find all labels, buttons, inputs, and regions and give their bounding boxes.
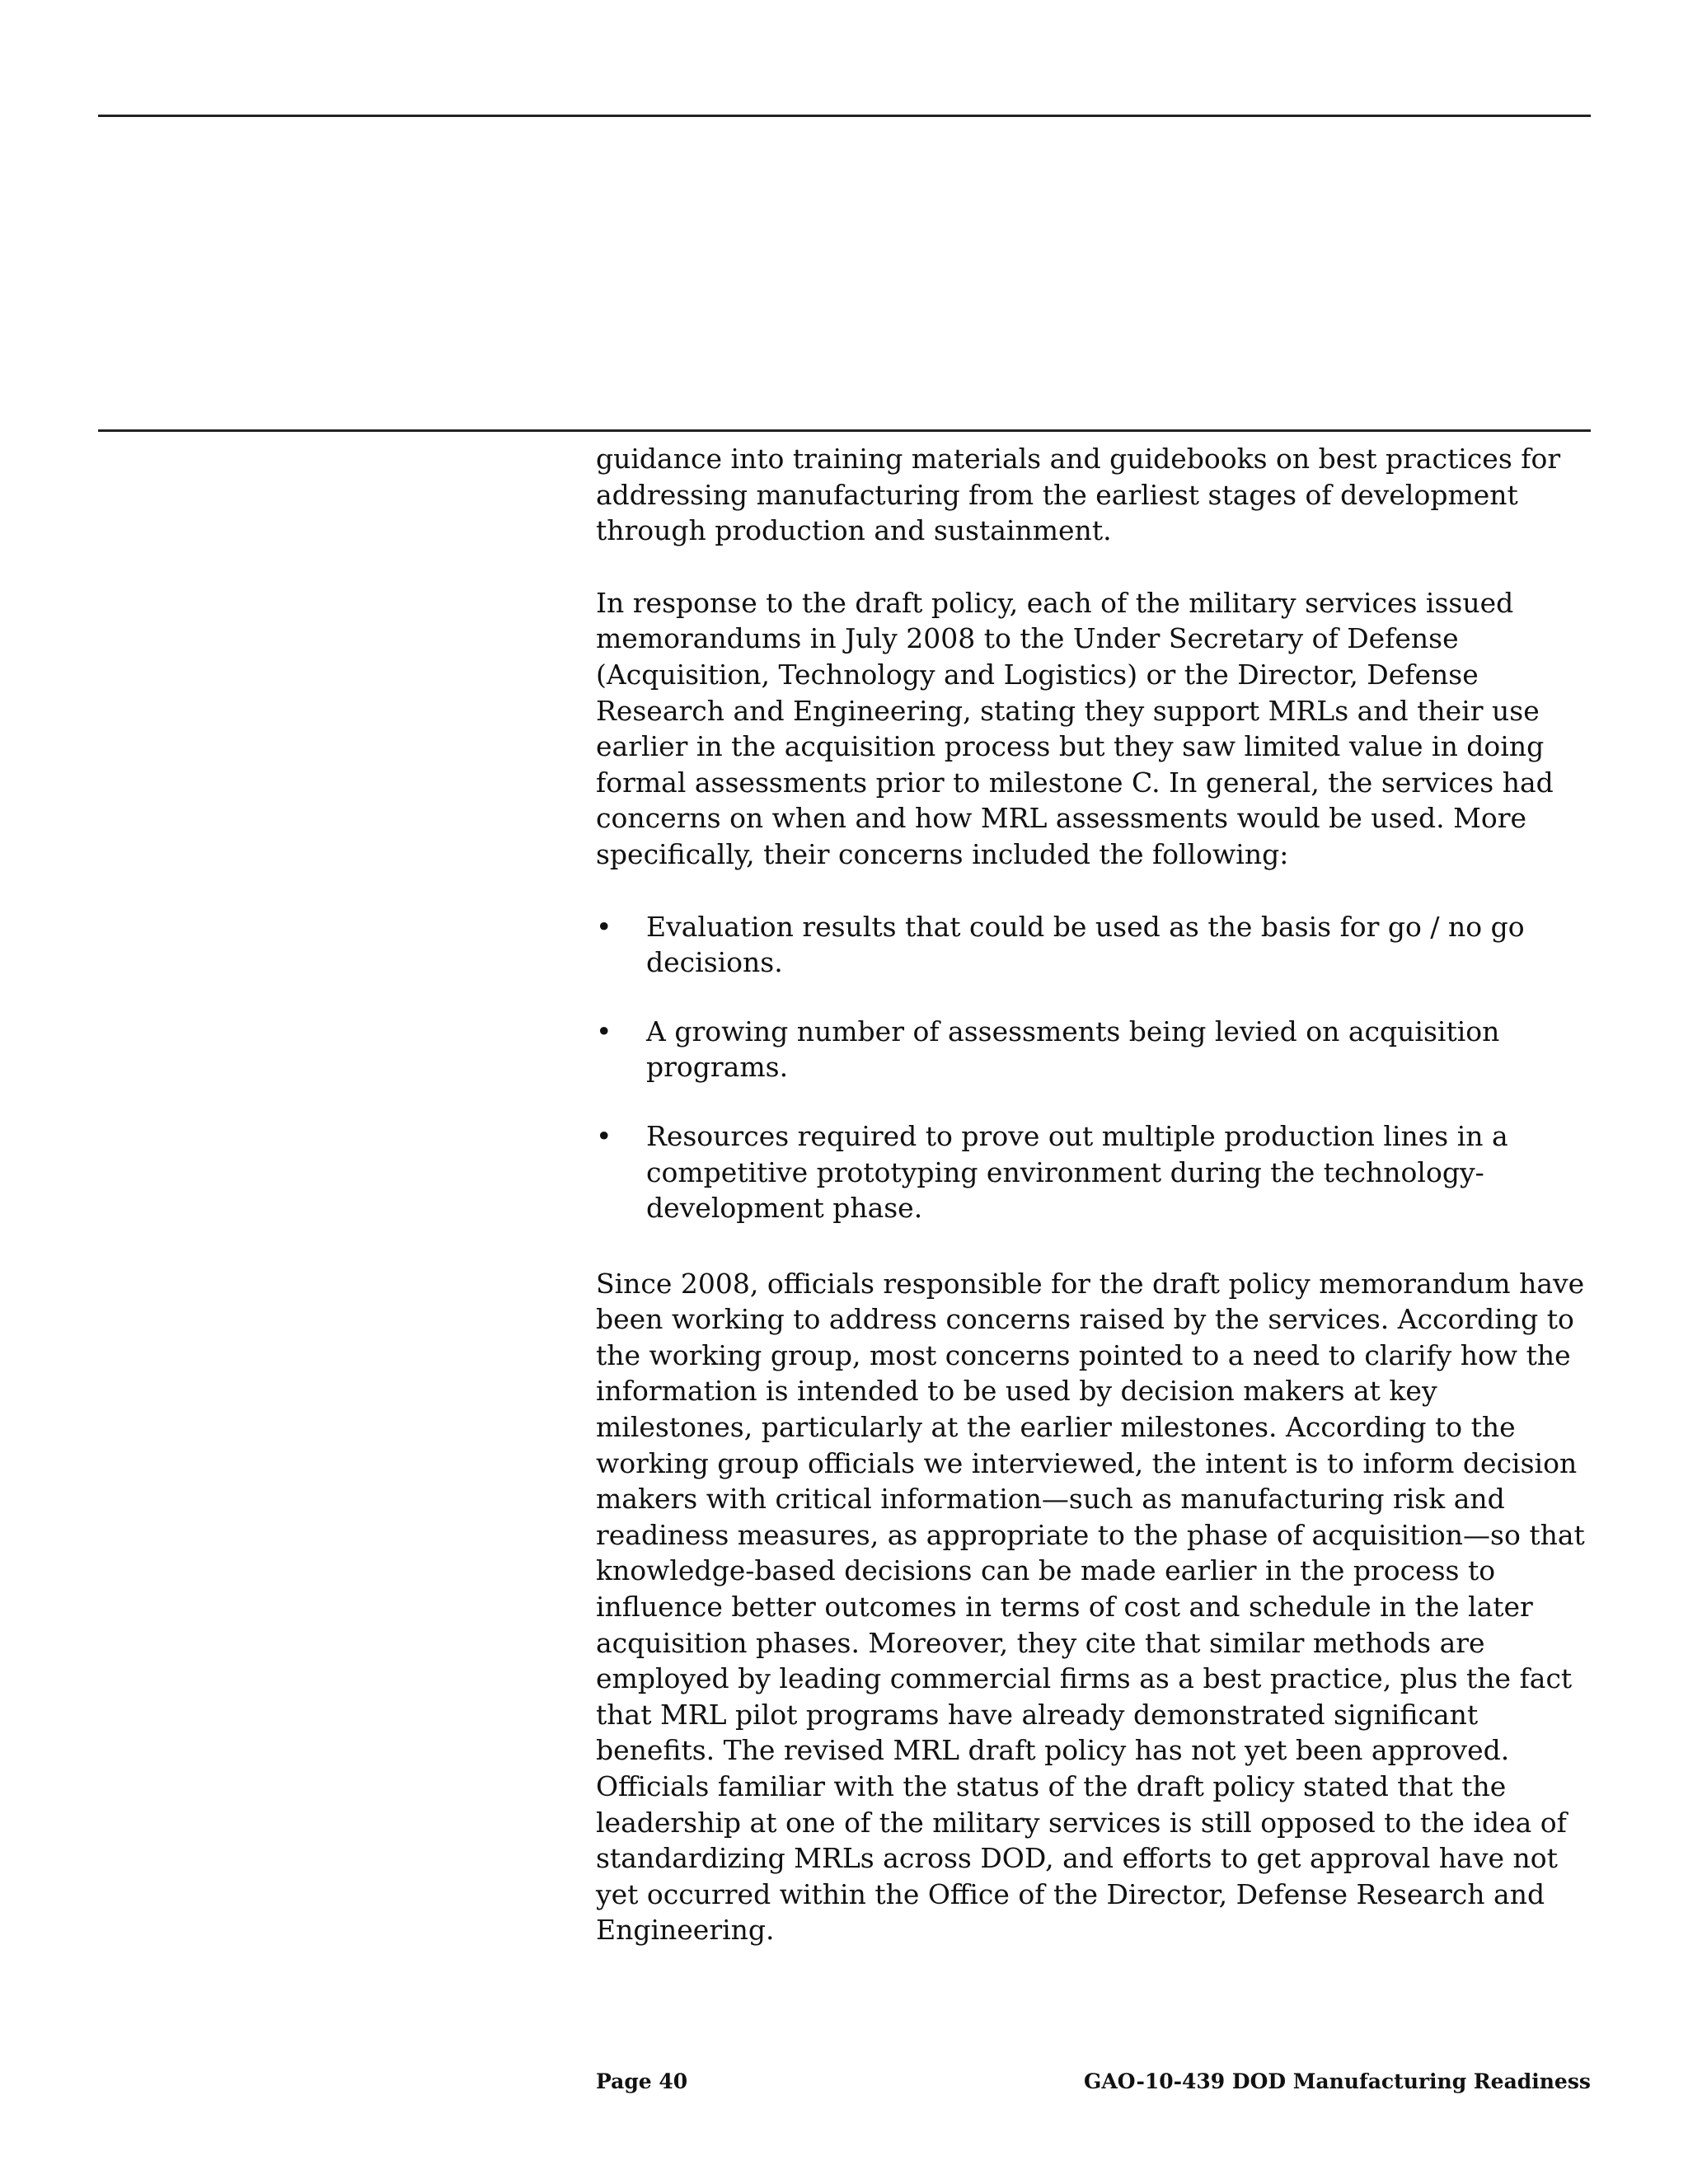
bullet-icon: • bbox=[596, 1119, 612, 1152]
bullet-icon: • bbox=[596, 910, 612, 943]
list-item bbox=[596, 1118, 1597, 1226]
body-text bbox=[596, 441, 1597, 1948]
list-item-text: Evaluation results that could be used as the basis for go / no go decisions. bbox=[646, 910, 1525, 979]
paragraph-guidance: guidance into training materials and guidebooks on best practices for addressing manufacturing from the earliest stages of development through production and sustainment. bbox=[596, 443, 1561, 547]
header-rule-bottom bbox=[98, 429, 1591, 432]
report-identifier: GAO-10-439 DOD Manufacturing Readiness bbox=[1084, 2069, 1591, 2093]
paragraph-since-2008: Since 2008, officials responsible for the draft policy memorandum have been working to address concerns raised by the services. According to the working group, most concerns pointed to a need to clarify how the information is intended to be used by decision makers at key milestones, particularly at the earlier milestones. According to the working group officials we interviewed, the intent is to inform decision makers with critical information—such as manufacturing risk and readiness measures, as appropriate to the phase of acquisition—so that knowledge-based decisions can be made earlier in the process to influence better outcomes in terms of cost and schedule in the later acquisition phases. Moreover, they cite that similar methods are employed by leading commercial firms as a best practice, plus the fact that MRL pilot programs have already demonstrated significant benefits. The revised MRL draft policy has not yet been approved. Officials familiar with the status of the draft policy stated that the leadership at one of the military services is still opposed to the idea of standardizing MRLs across DOD, and efforts to get approval have not yet occurred within the Office of the Director, Defense Research and Engineering. bbox=[596, 1267, 1585, 1947]
concerns-list bbox=[596, 909, 1597, 1226]
list-item-text: Resources required to prove out multiple production lines in a competitive prototyping environment during the technology-development phase. bbox=[646, 1119, 1508, 1225]
paragraph-response: In response to the draft policy, each of the military services issued memorandums in July 2008 to the Under Secretary of Defense (Acquisition, Technology and Logistics) or the Director, Defense Research and Engineering, stating they support MRLs and their use earlier in the acquisition process but they saw limited value in doing formal assessments prior to milestone C. In general, the services had concerns on when and how MRL assessments would be used. More specifically, their concerns included the following: bbox=[596, 586, 1554, 870]
list-item-text: A growing number of assessments being levied on acquisition programs. bbox=[646, 1015, 1500, 1084]
list-item bbox=[596, 1014, 1597, 1085]
list-item bbox=[596, 909, 1597, 981]
header-rule-top bbox=[98, 115, 1591, 117]
page-number: Page 40 bbox=[596, 2069, 688, 2093]
bullet-icon: • bbox=[596, 1015, 612, 1047]
